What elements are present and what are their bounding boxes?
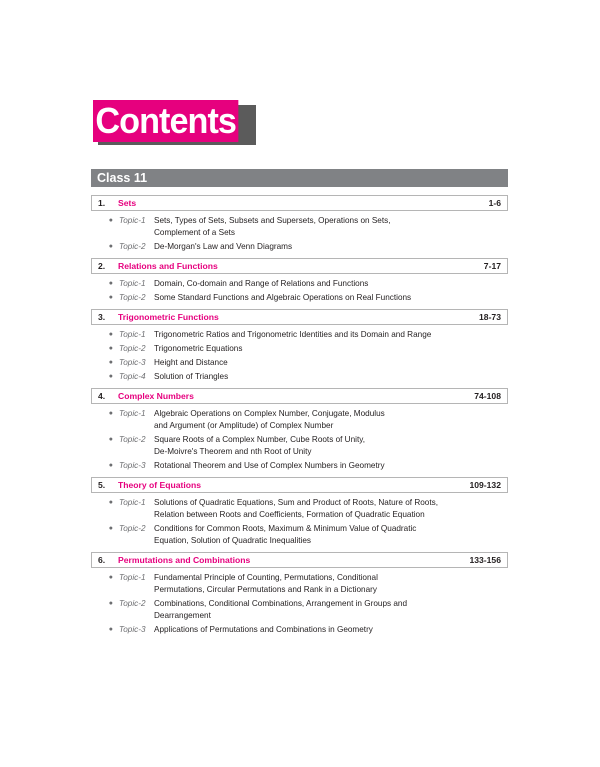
page-title: Contents <box>93 100 238 142</box>
bullet-icon: ● <box>108 331 113 338</box>
topic-label: Topic-3 <box>119 358 146 367</box>
topic-label: Topic-1 <box>119 216 146 225</box>
chapter-page-range: 133-156 <box>469 555 501 565</box>
topic-list <box>91 278 508 304</box>
topic-item <box>91 357 508 369</box>
chapter-title: Relations and Functions <box>118 261 218 271</box>
chapter-header[interactable] <box>91 309 508 325</box>
table-of-contents <box>91 195 508 641</box>
topic-label: Topic-1 <box>119 498 146 507</box>
topic-text <box>154 624 508 636</box>
topic-text-line: Some Standard Functions and Algebraic Operations on Real Functions <box>154 293 412 302</box>
bullet-icon: ● <box>108 499 113 506</box>
bullet-icon: ● <box>108 600 113 607</box>
topic-item <box>91 329 508 341</box>
chapter-number: 4. <box>98 391 106 401</box>
topic-label: Topic-1 <box>119 409 146 418</box>
topic-label: Topic-2 <box>119 435 146 444</box>
topic-text-line: De-Moivre's Theorem and nth Root of Unity <box>154 447 312 456</box>
topic-text <box>154 371 508 383</box>
topic-text-line: Conditions for Common Roots, Maximum & Minimum Value of Quadratic <box>154 524 417 533</box>
topic-item <box>91 408 508 432</box>
topic-text <box>154 572 508 596</box>
topic-label: Topic-2 <box>119 344 146 353</box>
topic-text-line: Domain, Co-domain and Range of Relations and Functions <box>154 279 369 288</box>
topic-text-line: Fundamental Principle of Counting, Permutations, Conditional <box>154 573 378 582</box>
topic-text-line: Dearrangement <box>154 611 211 620</box>
topic-text-line: Combinations, Conditional Combinations, Arrangement in Groups and <box>154 599 408 608</box>
topic-item <box>91 598 508 622</box>
topic-text-line: Sets, Types of Sets, Subsets and Supersets, Operations on Sets, <box>154 216 391 225</box>
chapter-page-range: 18-73 <box>479 312 501 322</box>
topic-text <box>154 523 508 547</box>
chapter-number: 2. <box>98 261 106 271</box>
chapter-number: 3. <box>98 312 106 322</box>
topic-text <box>154 343 508 355</box>
topic-label: Topic-2 <box>119 524 146 533</box>
topic-text <box>154 434 508 458</box>
chapter-number: 6. <box>98 555 106 565</box>
topic-label: Topic-2 <box>119 242 146 251</box>
topic-text-line: Solution of Triangles <box>154 372 229 381</box>
topic-label: Topic-2 <box>119 599 146 608</box>
topic-label: Topic-2 <box>119 293 146 302</box>
chapter-number: 1. <box>98 198 106 208</box>
topic-text-line: Solutions of Quadratic Equations, Sum and Product of Roots, Nature of Roots, <box>154 498 438 507</box>
topic-list <box>91 215 508 253</box>
chapter-header[interactable] <box>91 388 508 404</box>
class-header-bar: Class 11 <box>91 169 508 187</box>
chapter-header[interactable] <box>91 552 508 568</box>
topic-text-line: Algebraic Operations on Complex Number, Conjugate, Modulus <box>154 409 385 418</box>
topic-list <box>91 497 508 547</box>
bullet-icon: ● <box>108 410 113 417</box>
topic-text <box>154 598 508 622</box>
bullet-icon: ● <box>108 462 113 469</box>
chapter-entry <box>91 195 508 253</box>
contents-heading-block <box>93 100 246 142</box>
topic-text-line: Relation between Roots and Coefficients, Formation of Quadratic Equation <box>154 510 425 519</box>
chapter-title: Theory of Equations <box>118 480 202 490</box>
topic-item <box>91 523 508 547</box>
topic-item <box>91 241 508 253</box>
topic-text-line: De-Morgan's Law and Venn Diagrams <box>154 242 293 251</box>
topic-text <box>154 357 508 369</box>
topic-list <box>91 408 508 472</box>
topic-text-line: Rotational Theorem and Use of Complex Numbers in Geometry <box>154 461 385 470</box>
topic-text-line: Height and Distance <box>154 358 228 367</box>
bullet-icon: ● <box>108 294 113 301</box>
chapter-header[interactable] <box>91 258 508 274</box>
topic-item <box>91 624 508 636</box>
topic-item <box>91 572 508 596</box>
chapter-header[interactable] <box>91 477 508 493</box>
topic-text <box>154 329 508 341</box>
bullet-icon: ● <box>108 525 113 532</box>
topic-item <box>91 343 508 355</box>
chapter-page-range: 1-6 <box>488 198 501 208</box>
bullet-icon: ● <box>108 574 113 581</box>
topic-text-line: Trigonometric Ratios and Trigonometric Identities and its Domain and Range <box>154 330 432 339</box>
bullet-icon: ● <box>108 359 113 366</box>
chapter-title: Trigonometric Functions <box>118 312 219 322</box>
topic-text <box>154 292 508 304</box>
bullet-icon: ● <box>108 280 113 287</box>
chapter-entry <box>91 552 508 636</box>
topic-list <box>91 329 508 383</box>
topic-label: Topic-1 <box>119 330 146 339</box>
bullet-icon: ● <box>108 373 113 380</box>
chapter-entry <box>91 388 508 472</box>
topic-item <box>91 434 508 458</box>
topic-text <box>154 497 508 521</box>
chapter-title: Permutations and Combinations <box>118 555 251 565</box>
topic-label: Topic-3 <box>119 625 146 634</box>
chapter-page-range: 109-132 <box>469 480 501 490</box>
topic-text-line: Trigonometric Equations <box>154 344 243 353</box>
topic-text-line: and Argument (or Amplitude) of Complex Number <box>154 421 334 430</box>
chapter-entry <box>91 258 508 304</box>
topic-text <box>154 460 508 472</box>
bullet-icon: ● <box>108 217 113 224</box>
topic-label: Topic-1 <box>119 279 146 288</box>
topic-text-line: Equation, Solution of Quadratic Inequalities <box>154 536 312 545</box>
chapter-header[interactable] <box>91 195 508 211</box>
topic-label: Topic-3 <box>119 461 146 470</box>
topic-text-line: Permutations, Circular Permutations and Rank in a Dictionary <box>154 585 377 594</box>
chapter-number: 5. <box>98 480 106 490</box>
topic-item <box>91 215 508 239</box>
bullet-icon: ● <box>108 626 113 633</box>
topic-text-line: Complement of a Sets <box>154 228 236 237</box>
topic-text-line: Applications of Permutations and Combinations in Geometry <box>154 625 373 634</box>
topic-text <box>154 241 508 253</box>
topic-text <box>154 278 508 290</box>
topic-text-line: Square Roots of a Complex Number, Cube Roots of Unity, <box>154 435 366 444</box>
topic-list <box>91 572 508 636</box>
topic-item <box>91 292 508 304</box>
chapter-title: Sets <box>118 198 137 208</box>
topic-label: Topic-4 <box>119 372 146 381</box>
topic-item <box>91 278 508 290</box>
bullet-icon: ● <box>108 345 113 352</box>
bullet-icon: ● <box>108 436 113 443</box>
chapter-page-range: 74-108 <box>474 391 501 401</box>
topic-item <box>91 371 508 383</box>
chapter-entry <box>91 477 508 547</box>
topic-text <box>154 408 508 432</box>
topic-label: Topic-1 <box>119 573 146 582</box>
topic-item <box>91 497 508 521</box>
bullet-icon: ● <box>108 243 113 250</box>
topic-item <box>91 460 508 472</box>
chapter-page-range: 7-17 <box>483 261 501 271</box>
chapter-title: Complex Numbers <box>118 391 194 401</box>
chapter-entry <box>91 309 508 383</box>
topic-text <box>154 215 508 239</box>
